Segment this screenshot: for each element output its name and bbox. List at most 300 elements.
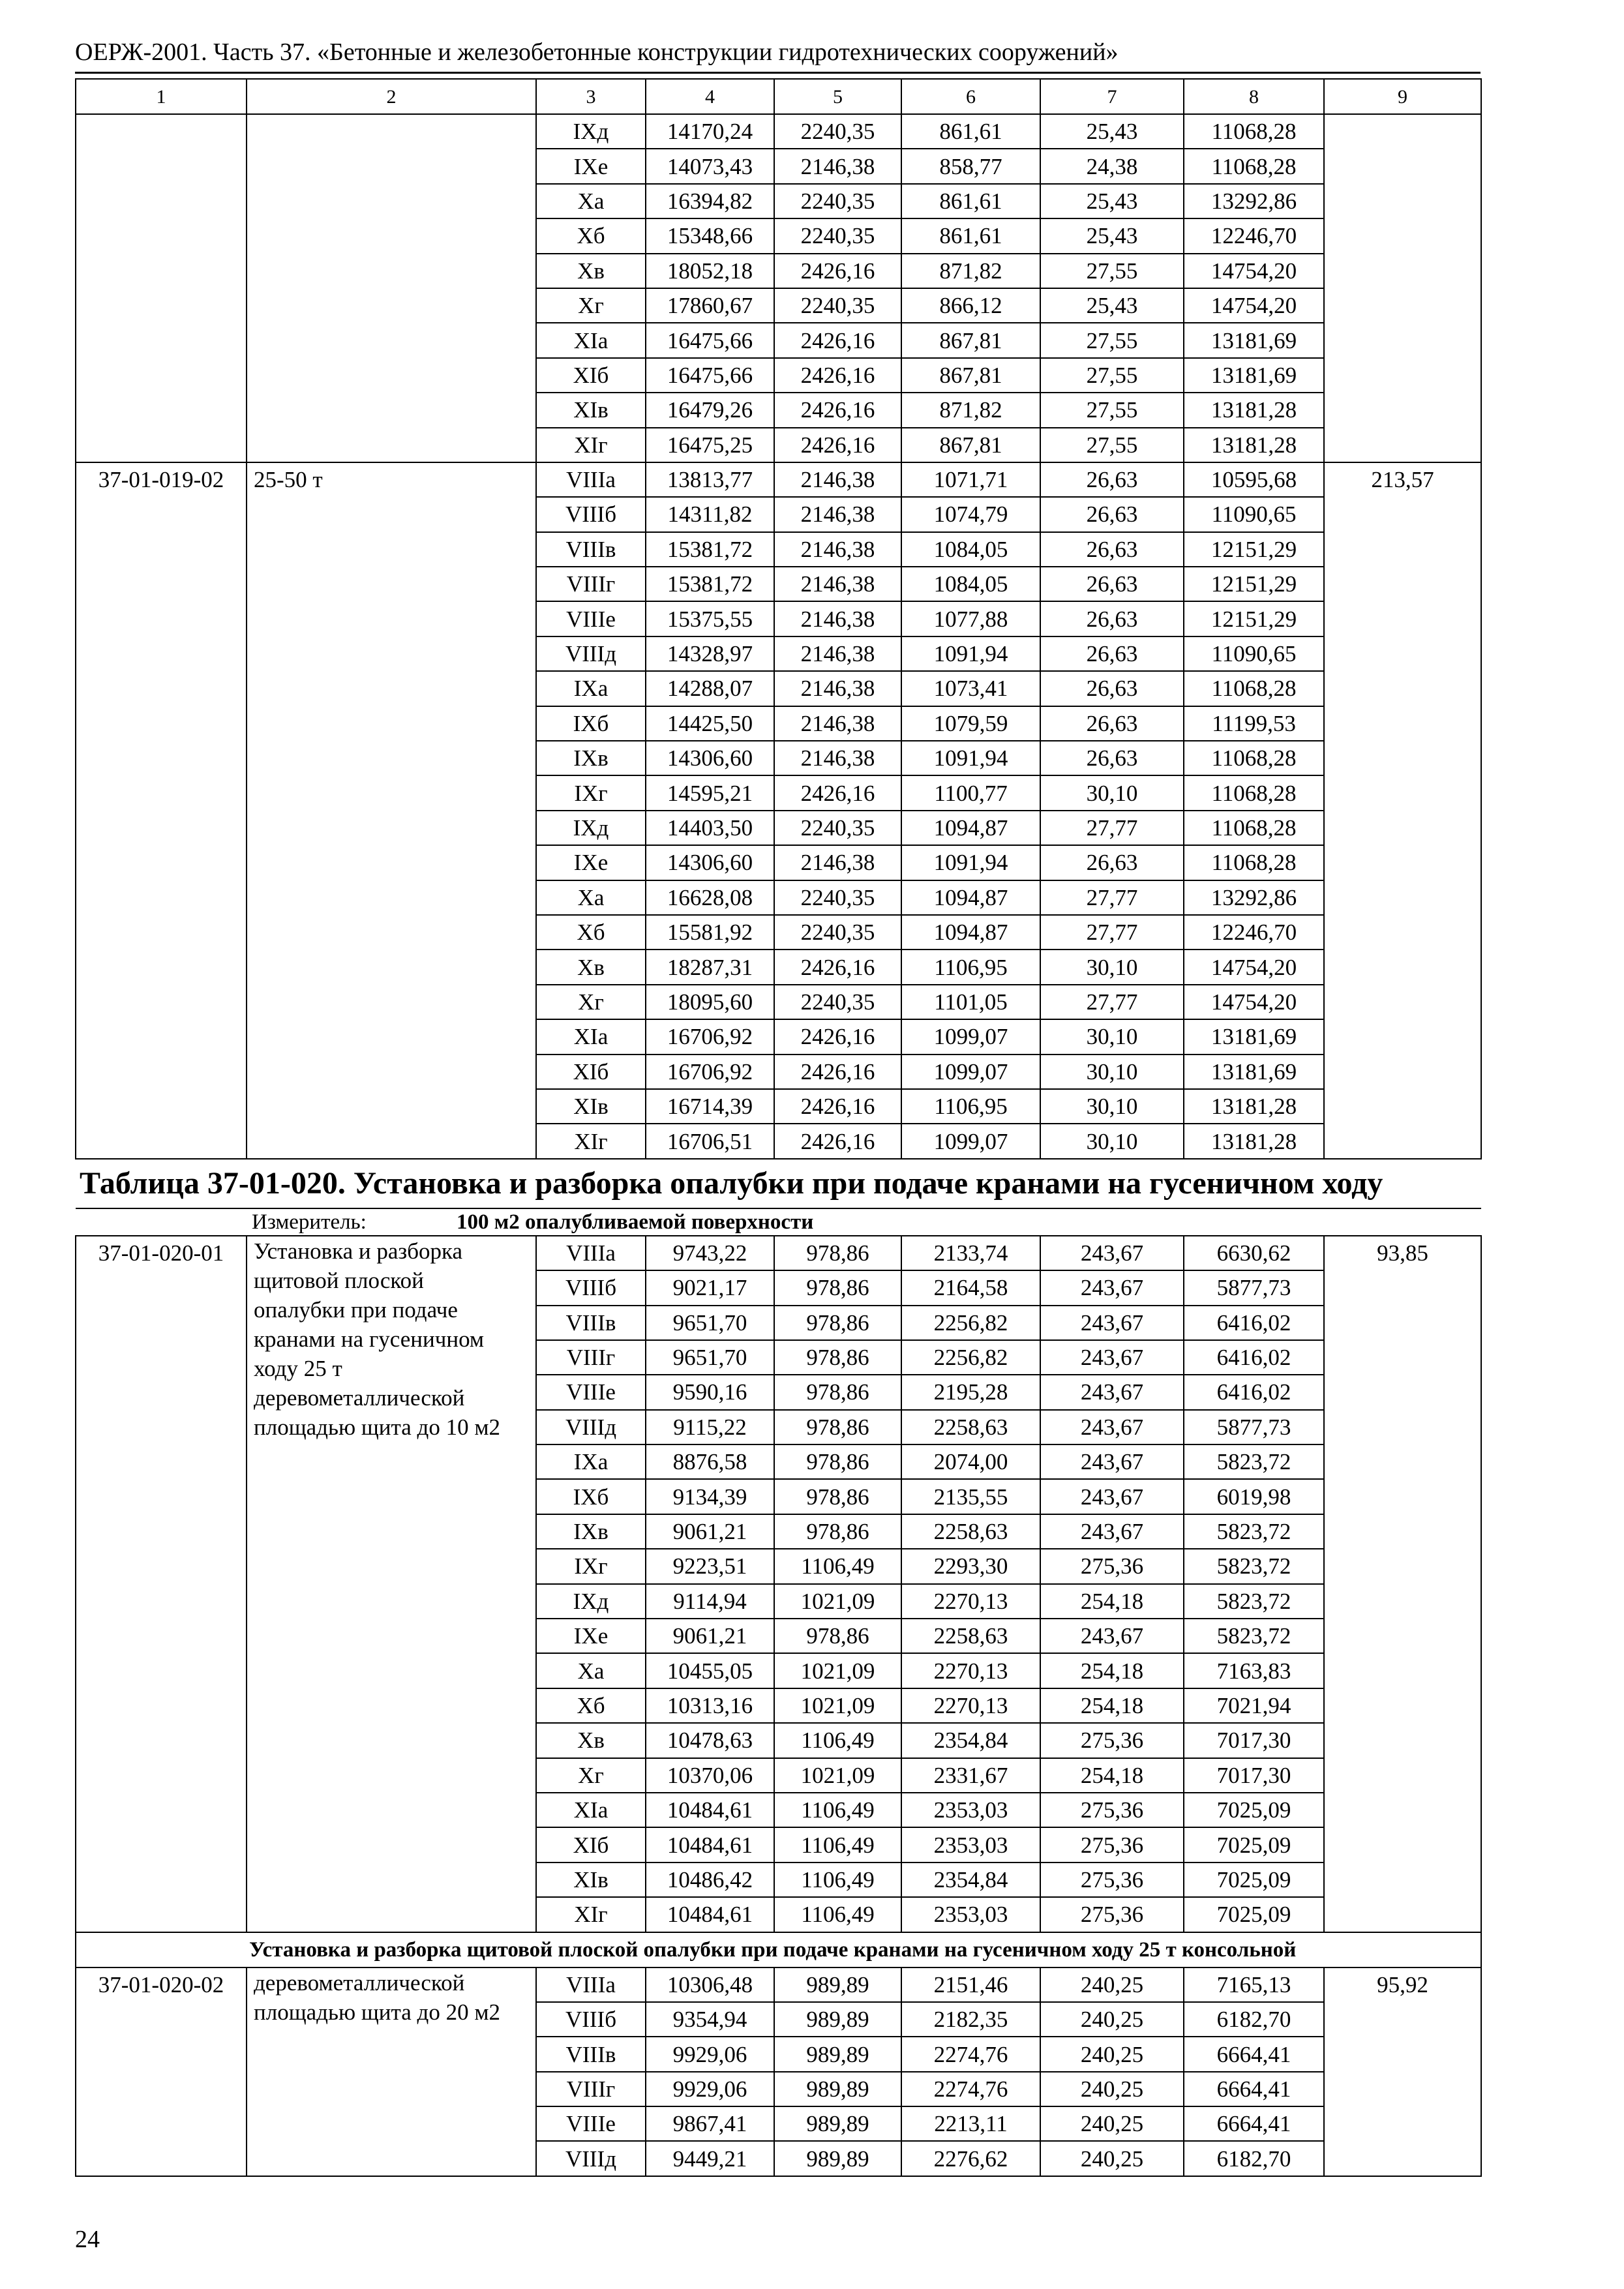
- table-cell: 254,18: [1040, 1758, 1184, 1793]
- code-cell: 37-01-020-02: [76, 1967, 247, 2176]
- table-cell: 2353,03: [901, 1827, 1040, 1862]
- table-cell: 867,81: [901, 323, 1040, 357]
- table-cell: 1106,49: [774, 1793, 901, 1827]
- table-cell: 861,61: [901, 114, 1040, 149]
- table-cell: 16475,66: [646, 323, 774, 357]
- table-cell: XIа: [536, 323, 646, 357]
- table-cell: 2426,16: [774, 950, 901, 984]
- table-cell: 14595,21: [646, 775, 774, 810]
- table-cell: 2074,00: [901, 1444, 1040, 1479]
- table-cell: IXб: [536, 1479, 646, 1514]
- table-cell: 9590,16: [646, 1375, 774, 1409]
- column-number: 4: [646, 79, 774, 114]
- table-cell: 9867,41: [646, 2106, 774, 2141]
- table-cell: 2258,63: [901, 1410, 1040, 1444]
- table-cell: 7025,09: [1184, 1863, 1324, 1897]
- table-cell: 10313,16: [646, 1688, 774, 1723]
- table-cell: VIIIб: [536, 497, 646, 531]
- table-cell: 11199,53: [1184, 706, 1324, 741]
- table-cell: 7163,83: [1184, 1653, 1324, 1688]
- table-cell: 2426,16: [774, 1055, 901, 1089]
- table-cell: 13181,28: [1184, 393, 1324, 427]
- table-cell: 27,77: [1040, 985, 1184, 1019]
- table-cell: 2146,38: [774, 567, 901, 601]
- table-cell: 1084,05: [901, 532, 1040, 567]
- table-cell: 2182,35: [901, 2002, 1040, 2037]
- table-cell: 243,67: [1040, 1444, 1184, 1479]
- description-cell: [247, 1967, 536, 2176]
- table-cell: IXе: [536, 149, 646, 183]
- table-cell: 240,25: [1040, 1967, 1184, 2002]
- table-cell: 26,63: [1040, 601, 1184, 636]
- table-cell: 2164,58: [901, 1270, 1040, 1305]
- table-cell: 2256,82: [901, 1340, 1040, 1375]
- table-cell: 2258,63: [901, 1514, 1040, 1549]
- table-cell: 25,43: [1040, 184, 1184, 218]
- table-cell: VIIIа: [536, 1967, 646, 2002]
- table-cell: 2426,16: [774, 428, 901, 462]
- table-cell: VIIIд: [536, 636, 646, 671]
- table-cell: 15381,72: [646, 532, 774, 567]
- table-cell: 13292,86: [1184, 880, 1324, 915]
- table-cell: 243,67: [1040, 1340, 1184, 1375]
- table-cell: Xа: [536, 880, 646, 915]
- table-cell: 1106,49: [774, 1723, 901, 1758]
- table-cell: 2146,38: [774, 532, 901, 567]
- table-cell: 2146,38: [774, 845, 901, 880]
- table-cell: 10370,06: [646, 1758, 774, 1793]
- table-cell: 7017,30: [1184, 1723, 1324, 1758]
- table-cell: 26,63: [1040, 567, 1184, 601]
- table-cell: 30,10: [1040, 1089, 1184, 1124]
- table-cell: 2256,82: [901, 1306, 1040, 1340]
- table-cell: 27,55: [1040, 254, 1184, 288]
- table-cell: XIг: [536, 1124, 646, 1158]
- table-cell: 1021,09: [774, 1653, 901, 1688]
- table-cell: 13181,69: [1184, 323, 1324, 357]
- table-cell: 867,81: [901, 428, 1040, 462]
- table-cell: 9354,94: [646, 2002, 774, 2037]
- table-cell: Xв: [536, 254, 646, 288]
- table-cell: XIв: [536, 393, 646, 427]
- table-cell: 1021,09: [774, 1758, 901, 1793]
- table-cell: 18287,31: [646, 950, 774, 984]
- table-cell: 26,63: [1040, 741, 1184, 775]
- table-cell: 2274,76: [901, 2072, 1040, 2106]
- column-number: 3: [536, 79, 646, 114]
- table-cell: 30,10: [1040, 950, 1184, 984]
- description-cell: 25-50 т: [247, 462, 536, 1159]
- table-cell: IXв: [536, 1514, 646, 1549]
- table-cell: 14288,07: [646, 671, 774, 706]
- table-cell: 12246,70: [1184, 915, 1324, 950]
- table-cell: 2426,16: [774, 323, 901, 357]
- table-cell: 1021,09: [774, 1584, 901, 1619]
- table-cell: 13181,69: [1184, 358, 1324, 393]
- table-cell: 9061,21: [646, 1514, 774, 1549]
- table-cell: IXд: [536, 811, 646, 845]
- table-cell: 8876,58: [646, 1444, 774, 1479]
- table-cell: 2258,63: [901, 1619, 1040, 1653]
- price-cell: 93,85: [1324, 1236, 1481, 1932]
- table-cell: 26,63: [1040, 462, 1184, 497]
- table-row: [76, 114, 1481, 149]
- table-cell: IXд: [536, 1584, 646, 1619]
- table-cell: 5823,72: [1184, 1514, 1324, 1549]
- subtitle-text: Установка и разборка щитовой плоской опалубки при подаче кранами на гусеничном ходу 25 т консольной: [249, 1937, 1297, 1962]
- table-cell: 7017,30: [1184, 1758, 1324, 1793]
- table-cell: XIв: [536, 1089, 646, 1124]
- table-cell: 989,89: [774, 2037, 901, 2071]
- table-cell: 14425,50: [646, 706, 774, 741]
- table-cell: 243,67: [1040, 1306, 1184, 1340]
- table-cell: 12151,29: [1184, 532, 1324, 567]
- table-cell: 27,55: [1040, 358, 1184, 393]
- measure-label: Измеритель:: [252, 1210, 367, 1234]
- table-cell: IXв: [536, 741, 646, 775]
- measure-row: [76, 1208, 1481, 1236]
- table-cell: 12151,29: [1184, 567, 1324, 601]
- table-cell: 5823,72: [1184, 1619, 1324, 1653]
- table-cell: VIIIд: [536, 1410, 646, 1444]
- table-cell: 6182,70: [1184, 2002, 1324, 2037]
- table-cell: 6416,02: [1184, 1340, 1324, 1375]
- table-cell: Xб: [536, 915, 646, 950]
- table-cell: 861,61: [901, 184, 1040, 218]
- table-cell: 26,63: [1040, 532, 1184, 567]
- table-cell: 5877,73: [1184, 1410, 1324, 1444]
- table-cell: 30,10: [1040, 1055, 1184, 1089]
- table-cell: 11068,28: [1184, 811, 1324, 845]
- table-cell: 243,67: [1040, 1514, 1184, 1549]
- table-cell: 14073,43: [646, 149, 774, 183]
- table-cell: 6664,41: [1184, 2072, 1324, 2106]
- description-cell: [247, 114, 536, 462]
- table-cell: 16714,39: [646, 1089, 774, 1124]
- table-cell: 2293,30: [901, 1549, 1040, 1583]
- table-cell: 989,89: [774, 2141, 901, 2176]
- table-cell: 275,36: [1040, 1549, 1184, 1583]
- table-cell: VIIIг: [536, 1340, 646, 1375]
- table-cell: 26,63: [1040, 671, 1184, 706]
- table-cell: 978,86: [774, 1306, 901, 1340]
- table-cell: 2331,67: [901, 1758, 1040, 1793]
- table-cell: 1091,94: [901, 636, 1040, 671]
- table-cell: 11068,28: [1184, 741, 1324, 775]
- table-cell: 9021,17: [646, 1270, 774, 1305]
- table-cell: 15381,72: [646, 567, 774, 601]
- table-cell: 25,43: [1040, 114, 1184, 149]
- table-cell: 12151,29: [1184, 601, 1324, 636]
- table-cell: 16394,82: [646, 184, 774, 218]
- table-cell: 2146,38: [774, 706, 901, 741]
- table-cell: 1099,07: [901, 1055, 1040, 1089]
- table-cell: 2240,35: [774, 811, 901, 845]
- table-row: [76, 1236, 1481, 1270]
- table-cell: 1106,95: [901, 950, 1040, 984]
- table-cell: 989,89: [774, 2072, 901, 2106]
- column-number: 5: [774, 79, 901, 114]
- table-cell: 1073,41: [901, 671, 1040, 706]
- table-cell: 9114,94: [646, 1584, 774, 1619]
- table-cell: 2426,16: [774, 1124, 901, 1158]
- table-cell: 10595,68: [1184, 462, 1324, 497]
- table-cell: XIа: [536, 1019, 646, 1054]
- table-cell: 5823,72: [1184, 1584, 1324, 1619]
- table-cell: 243,67: [1040, 1410, 1184, 1444]
- table-cell: 30,10: [1040, 1019, 1184, 1054]
- table-cell: 2146,38: [774, 149, 901, 183]
- table-cell: 9743,22: [646, 1236, 774, 1270]
- table-cell: Xг: [536, 985, 646, 1019]
- table-cell: 275,36: [1040, 1897, 1184, 1932]
- table-cell: 10486,42: [646, 1863, 774, 1897]
- table-cell: 1100,77: [901, 775, 1040, 810]
- table-cell: Xв: [536, 1723, 646, 1758]
- table-cell: 2240,35: [774, 880, 901, 915]
- table-cell: 243,67: [1040, 1619, 1184, 1653]
- table-cell: 9223,51: [646, 1549, 774, 1583]
- table-cell: 2240,35: [774, 915, 901, 950]
- table-cell: 13292,86: [1184, 184, 1324, 218]
- table-cell: 10455,05: [646, 1653, 774, 1688]
- table-cell: 11068,28: [1184, 775, 1324, 810]
- table-cell: 2151,46: [901, 1967, 1040, 2002]
- table-cell: 2146,38: [774, 636, 901, 671]
- table-cell: 11068,28: [1184, 845, 1324, 880]
- code-cell: [76, 114, 247, 462]
- table-cell: 1106,49: [774, 1863, 901, 1897]
- table-cell: 1084,05: [901, 567, 1040, 601]
- table-cell: 25,43: [1040, 288, 1184, 323]
- table-cell: 2240,35: [774, 218, 901, 253]
- table-cell: 11090,65: [1184, 636, 1324, 671]
- table-cell: Xа: [536, 184, 646, 218]
- table-cell: 1106,49: [774, 1827, 901, 1862]
- table-cell: Xг: [536, 288, 646, 323]
- table-cell: Xб: [536, 1688, 646, 1723]
- table-cell: 867,81: [901, 358, 1040, 393]
- table-cell: 26,63: [1040, 497, 1184, 531]
- description-line: деревометаллической: [254, 1969, 465, 1996]
- table-cell: 1106,49: [774, 1549, 901, 1583]
- table-cell: 254,18: [1040, 1653, 1184, 1688]
- table-cell: XIг: [536, 1897, 646, 1932]
- table-cell: 1099,07: [901, 1019, 1040, 1054]
- description-line: площадью щита до 10 м2: [254, 1414, 500, 1440]
- table-cell: 989,89: [774, 2002, 901, 2037]
- table-cell: 9134,39: [646, 1479, 774, 1514]
- table-cell: VIIIе: [536, 1375, 646, 1409]
- table-cell: 2146,38: [774, 671, 901, 706]
- table-cell: 6019,98: [1184, 1479, 1324, 1514]
- table-cell: 275,36: [1040, 1723, 1184, 1758]
- table-cell: 243,67: [1040, 1479, 1184, 1514]
- page-header: ОЕРЖ-2001. Часть 37. «Бетонные и железобетонные конструкции гидротехнических сооружений»: [75, 38, 1119, 66]
- table-cell: 978,86: [774, 1514, 901, 1549]
- table-cell: 10306,48: [646, 1967, 774, 2002]
- description-line: деревометаллической: [254, 1384, 465, 1411]
- table-cell: 1094,87: [901, 915, 1040, 950]
- table-cell: 2240,35: [774, 114, 901, 149]
- table-cell: 2354,84: [901, 1723, 1040, 1758]
- table-cell: 13181,69: [1184, 1055, 1324, 1089]
- table-cell: 243,67: [1040, 1236, 1184, 1270]
- table-cell: 14170,24: [646, 114, 774, 149]
- price-cell: 213,57: [1324, 462, 1481, 1159]
- table-cell: 871,82: [901, 393, 1040, 427]
- table-cell: 13181,28: [1184, 1089, 1324, 1124]
- table-cell: 2146,38: [774, 741, 901, 775]
- table-cell: 26,63: [1040, 845, 1184, 880]
- code-cell: 37-01-019-02: [76, 462, 247, 1159]
- table-cell: Xв: [536, 950, 646, 984]
- table-cell: 27,55: [1040, 323, 1184, 357]
- table-cell: XIб: [536, 1055, 646, 1089]
- table-cell: 2240,35: [774, 184, 901, 218]
- table-cell: 26,63: [1040, 636, 1184, 671]
- table-cell: IXа: [536, 671, 646, 706]
- table-cell: 16479,26: [646, 393, 774, 427]
- table-cell: 9115,22: [646, 1410, 774, 1444]
- table-cell: 5823,72: [1184, 1444, 1324, 1479]
- table-cell: 30,10: [1040, 775, 1184, 810]
- table-cell: 15581,92: [646, 915, 774, 950]
- table-cell: 12246,70: [1184, 218, 1324, 253]
- table-cell: VIIIв: [536, 1306, 646, 1340]
- table-cell: 1101,05: [901, 985, 1040, 1019]
- column-number: 8: [1184, 79, 1324, 114]
- table-cell: 27,77: [1040, 811, 1184, 845]
- table-cell: 275,36: [1040, 1793, 1184, 1827]
- table-cell: 2135,55: [901, 1479, 1040, 1514]
- table-cell: 1091,94: [901, 845, 1040, 880]
- page-number: 24: [75, 2226, 100, 2253]
- table-cell: 11068,28: [1184, 114, 1324, 149]
- table-cell: 978,86: [774, 1270, 901, 1305]
- table-cell: 16706,92: [646, 1055, 774, 1089]
- table-cell: VIIIа: [536, 1236, 646, 1270]
- table-cell: 6416,02: [1184, 1375, 1324, 1409]
- table-cell: Xб: [536, 218, 646, 253]
- table-cell: IXб: [536, 706, 646, 741]
- table-cell: 240,25: [1040, 2002, 1184, 2037]
- table-cell: XIб: [536, 358, 646, 393]
- header-rule: [75, 72, 1481, 74]
- table-cell: 16475,25: [646, 428, 774, 462]
- description-line: ходу 25 т: [254, 1355, 342, 1381]
- table-cell: 9651,70: [646, 1306, 774, 1340]
- table-cell: 30,10: [1040, 1124, 1184, 1158]
- table-cell: 871,82: [901, 254, 1040, 288]
- table-cell: 6664,41: [1184, 2106, 1324, 2141]
- table-title: Таблица 37-01-020. Установка и разборка опалубки при подаче кранами на гусеничном ходу: [76, 1159, 1481, 1208]
- table-cell: 10478,63: [646, 1723, 774, 1758]
- subtitle-row: [76, 1932, 1481, 1967]
- table-cell: 7021,94: [1184, 1688, 1324, 1723]
- table-cell: 2270,13: [901, 1584, 1040, 1619]
- table-cell: 14403,50: [646, 811, 774, 845]
- table-cell: 243,67: [1040, 1375, 1184, 1409]
- table-cell: 978,86: [774, 1236, 901, 1270]
- table-cell: 17860,67: [646, 288, 774, 323]
- table-cell: 5823,72: [1184, 1549, 1324, 1583]
- table-cell: 2426,16: [774, 1089, 901, 1124]
- price-cell: 95,92: [1324, 1967, 1481, 2176]
- table-cell: 2213,11: [901, 2106, 1040, 2141]
- table-cell: 2270,13: [901, 1653, 1040, 1688]
- table-cell: VIIIв: [536, 532, 646, 567]
- table-cell: 1106,49: [774, 1897, 901, 1932]
- table-cell: 978,86: [774, 1340, 901, 1375]
- table-cell: 7165,13: [1184, 1967, 1324, 2002]
- table-cell: 2195,28: [901, 1375, 1040, 1409]
- table-cell: 240,25: [1040, 2106, 1184, 2141]
- table-cell: 14311,82: [646, 497, 774, 531]
- table-cell: 2146,38: [774, 601, 901, 636]
- table-cell: 13813,77: [646, 462, 774, 497]
- table-cell: 1099,07: [901, 1124, 1040, 1158]
- table-cell: 15375,55: [646, 601, 774, 636]
- table-cell: 978,86: [774, 1444, 901, 1479]
- table-cell: 2426,16: [774, 254, 901, 288]
- table-cell: 2426,16: [774, 393, 901, 427]
- table-cell: XIг: [536, 428, 646, 462]
- table-cell: 2270,13: [901, 1688, 1040, 1723]
- code-cell: 37-01-020-01: [76, 1236, 247, 1932]
- table-cell: 14754,20: [1184, 985, 1324, 1019]
- column-number: 2: [247, 79, 536, 114]
- table-cell: 1074,79: [901, 497, 1040, 531]
- table-cell: 2426,16: [774, 1019, 901, 1054]
- table-cell: 13181,69: [1184, 1019, 1324, 1054]
- table-cell: 2353,03: [901, 1793, 1040, 1827]
- table-title-row: [76, 1159, 1481, 1208]
- column-number: 6: [901, 79, 1040, 114]
- table-cell: 9929,06: [646, 2072, 774, 2106]
- measure-cell: [76, 1208, 1481, 1236]
- table-cell: 2353,03: [901, 1897, 1040, 1932]
- table-cell: 25,43: [1040, 218, 1184, 253]
- table-cell: VIIIг: [536, 567, 646, 601]
- table-cell: IXд: [536, 114, 646, 149]
- table-cell: 2354,84: [901, 1863, 1040, 1897]
- table-cell: 7025,09: [1184, 1897, 1324, 1932]
- table-cell: VIIIа: [536, 462, 646, 497]
- price-cell: [1324, 114, 1481, 462]
- table-cell: 6416,02: [1184, 1306, 1324, 1340]
- table-cell: 9061,21: [646, 1619, 774, 1653]
- table-cell: 275,36: [1040, 1827, 1184, 1862]
- table-cell: 2133,74: [901, 1236, 1040, 1270]
- table-cell: 14306,60: [646, 845, 774, 880]
- table-cell: VIIIе: [536, 2106, 646, 2141]
- table-cell: 240,25: [1040, 2141, 1184, 2176]
- table-cell: 16475,66: [646, 358, 774, 393]
- table-cell: 2240,35: [774, 288, 901, 323]
- measure-value: 100 м2 опалубливаемой поверхности: [457, 1210, 814, 1234]
- description-line: Установка и разборка: [254, 1238, 463, 1264]
- table-cell: 6664,41: [1184, 2037, 1324, 2071]
- table-cell: 14754,20: [1184, 950, 1324, 984]
- table-cell: 14306,60: [646, 741, 774, 775]
- table-cell: 1091,94: [901, 741, 1040, 775]
- table-cell: 18052,18: [646, 254, 774, 288]
- table-cell: 861,61: [901, 218, 1040, 253]
- rates-table: [75, 78, 1482, 2177]
- table-cell: 11068,28: [1184, 149, 1324, 183]
- table-cell: IXг: [536, 1549, 646, 1583]
